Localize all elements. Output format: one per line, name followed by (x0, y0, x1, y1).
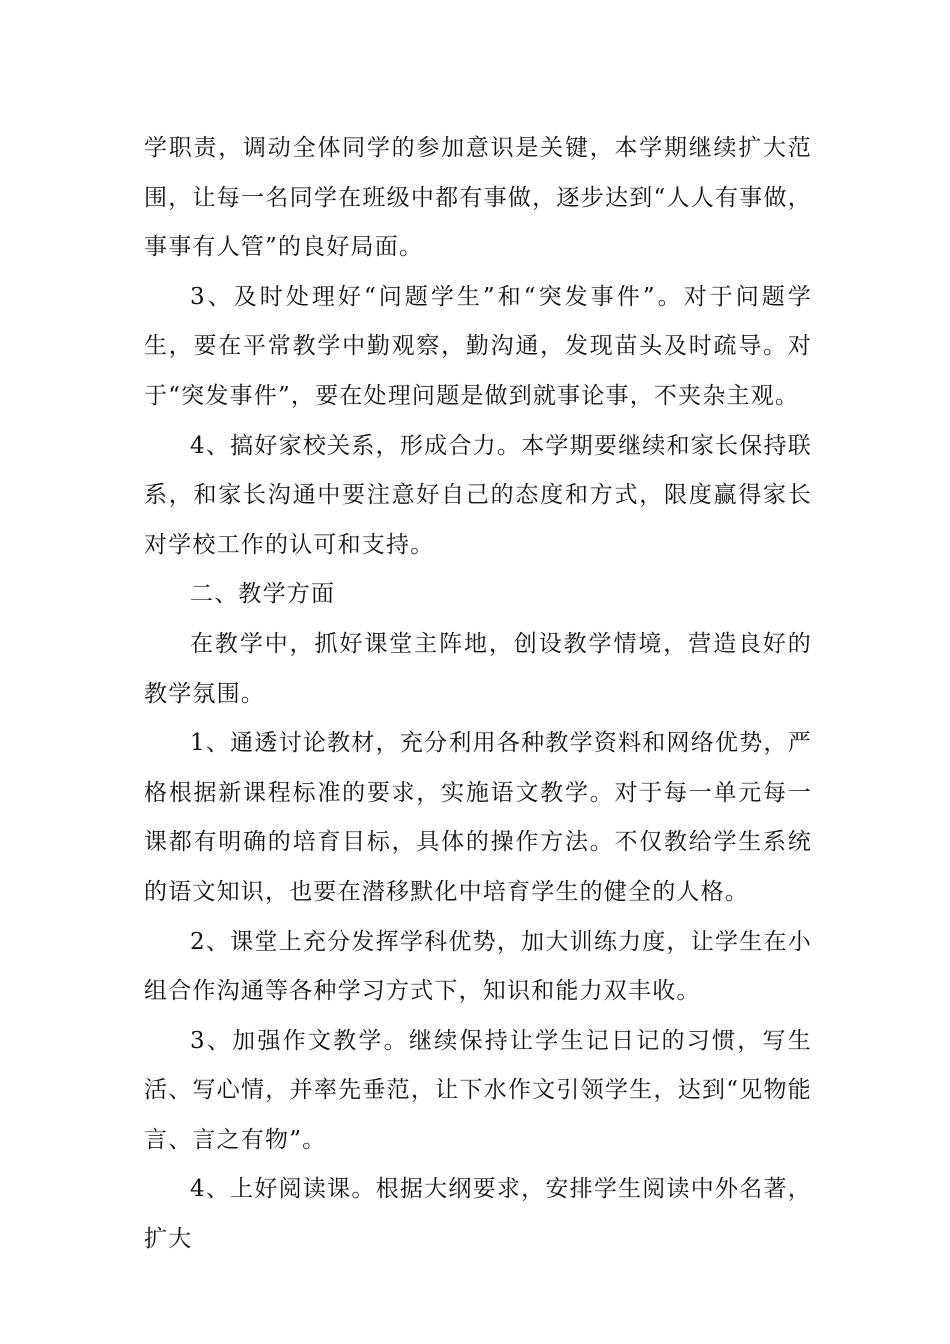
paragraph-item-3-problem-students: 3、及时处理好“问题学生”和“突发事件”。对于问题学生，要在平常教学中勤观察，勤沟通，发现苗头及时疏导。对于“突发事件”，要在处理问题是做到就事论事，不夹杂主观。 (144, 283, 812, 409)
paragraph-teaching-item-4: 4、上好阅读课。根据大纲要求，安排学生阅读中外名著，扩大 (144, 1176, 812, 1253)
paragraph-item-4-home-school: 4、搞好家校关系，形成合力。本学期要继续和家长保持联系，和家长沟通中要注意好自己的态度和方式，限度赢得家长对学校工作的认可和支持。 (144, 432, 812, 558)
paragraph-teaching-item-1: 1、通透讨论教材，充分利用各种教学资料和网络优势，严格根据新课程标准的要求，实施语文教学。对于每一单元每一课都有明确的培育目标，具体的操作方法。不仅教给学生系统的语文知识，也要在潜移默化中培育学生的健全的人格。 (144, 730, 812, 905)
document-body (144, 124, 812, 1265)
paragraph-teaching-intro: 在教学中，抓好课堂主阵地，创设教学情境，营造良好的教学氛围。 (144, 630, 812, 707)
paragraph-teaching-item-3: 3、加强作文教学。继续保持让学生记日记的习惯，写生活、写心情，并率先垂范，让下水作文引领学生，达到“见物能言、言之有物”。 (144, 1027, 812, 1153)
paragraph-teaching-item-2: 2、课堂上充分发挥学科优势，加大训练力度，让学生在小组合作沟通等各种学习方式下，知识和能力双丰收。 (144, 928, 812, 1005)
section-heading-teaching: 二、教学方面 (190, 581, 336, 608)
paragraph-continuation: 学职责，调动全体同学的参加意识是关键，本学期继续扩大范围，让每一名同学在班级中都有事做，逐步达到“人人有事做，事事有人管”的良好局面。 (144, 135, 812, 261)
